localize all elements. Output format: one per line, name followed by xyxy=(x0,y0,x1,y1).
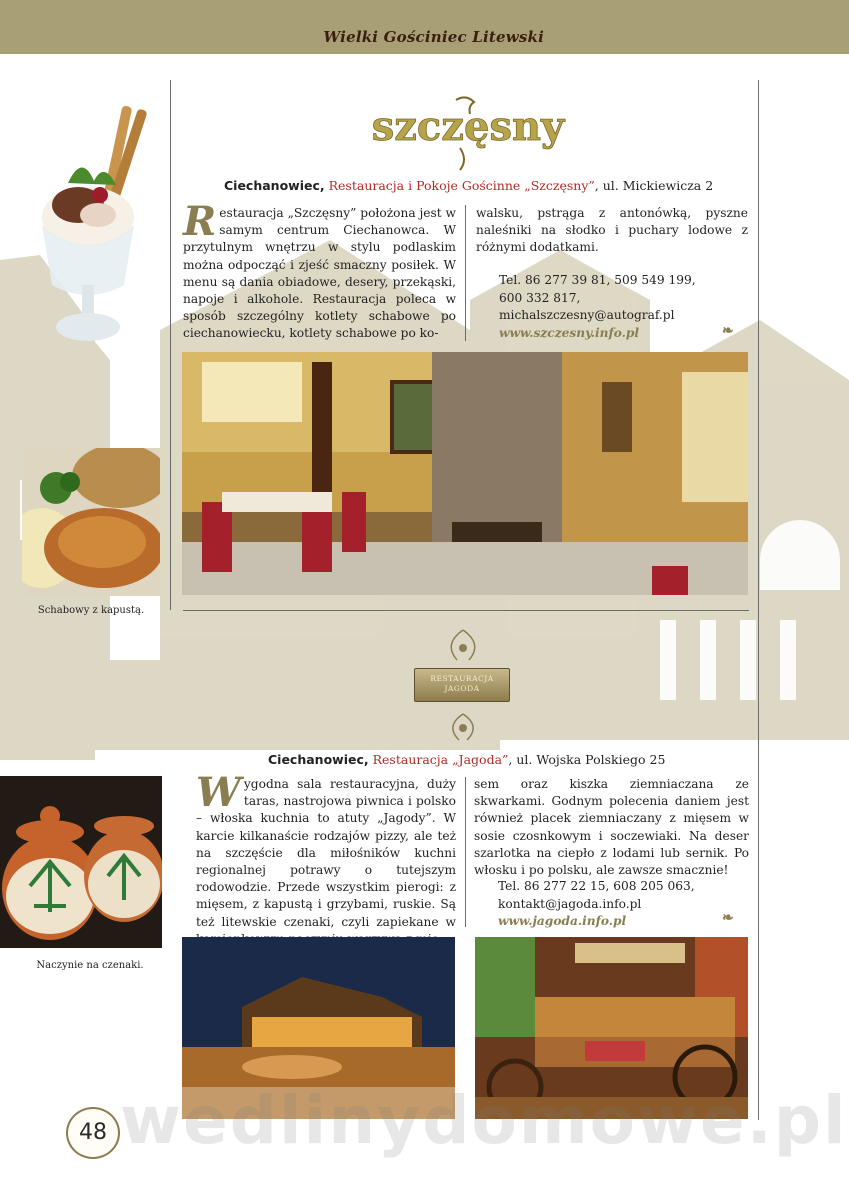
section1-col1-text: estauracja „Szczęsny” położona jest w samym centrum Ciechanowca. W przytulnym wnętrzu w stylu podlaskim można odpocząć i zjeść smaczny posiłek. W menu są dania obiadowe, desery, przekąski, napoje i alkohole. Restauracja poleca w sposób szczególny kotlety schabowe po ciechanowiecku, kotlety schabowe po ko- xyxy=(183,206,456,341)
caption-naczynie: Naczynie na czenaki. xyxy=(36,960,144,971)
svg-text:szczęsny: szczęsny xyxy=(371,103,565,150)
section2-www[interactable]: www.jagoda.info.pl xyxy=(498,914,627,928)
page-number: 48 xyxy=(66,1107,120,1159)
naczynie-image xyxy=(0,776,162,948)
section1-col2 xyxy=(476,205,748,257)
section2-street: , ul. Wojska Polskiego 25 xyxy=(508,752,666,767)
section2-col1-text: ygodna sala restauracyjna, duży taras, nastrojowa piwnica i polsko – włoska kuchnia to atuty „Jagody”. W karcie kilkanaście rodzajów pizzy, ale też na szczęście dla miłośników kuchni regionalnej potrawy o tutejszym rodowodzie. Przede wszystkim pierogi: z mięsem, z kapustą i grzybami, ruskie. Są też litewskie czenaki, czyli zapiekane w xyxy=(196,777,456,929)
section1-phone2: 600 332 817, xyxy=(499,290,581,305)
section2-city: Ciechanowiec, xyxy=(268,752,369,767)
section2-ornament: ❧ xyxy=(722,910,734,926)
section1-www[interactable]: www.szczesny.info.pl xyxy=(499,325,640,340)
section1-venue: Restauracja i Pokoje Gościnne „Szczęsny” xyxy=(328,178,595,193)
section2-venue: Restauracja „Jagoda” xyxy=(372,752,509,767)
section1-email[interactable]: michalszczesny@autograf.pl xyxy=(499,308,675,322)
section2-contact xyxy=(498,878,748,931)
section1-dropcap: R xyxy=(183,198,217,245)
section2-phone: Tel. 86 277 22 15, 608 205 063, xyxy=(498,879,695,893)
watermark: wedlinydomowe.pl xyxy=(120,1082,848,1159)
section1-address xyxy=(224,178,713,193)
section1-col1 xyxy=(183,198,456,343)
section2-email[interactable]: kontakt@jagoda.info.pl xyxy=(498,896,642,911)
badge-line2: JAGODA xyxy=(444,684,480,693)
badge-line1: RESTAURACJA xyxy=(430,674,494,683)
section1-phone: Tel. 86 277 39 81, 509 549 199, xyxy=(499,273,696,287)
section2-dropcap: W xyxy=(196,769,241,816)
column-divider-1 xyxy=(465,205,466,341)
section1-contact xyxy=(499,272,749,342)
schabowy-image xyxy=(22,448,160,596)
szczesny-interior-photo xyxy=(182,352,748,595)
caption-schabowy: Schabowy z kapustą. xyxy=(37,605,145,616)
section2-address xyxy=(268,752,665,767)
section1-col2-text: walsku, pstrąga z antonówką, pyszne naleśniki na słodko i puchary lodowe z różnymi dodatkami. xyxy=(476,206,748,255)
frame-line-right xyxy=(758,80,759,1120)
section1-ornament: ❧ xyxy=(722,323,734,339)
section-divider xyxy=(183,610,749,611)
section1-street: , ul. Mickiewicza 2 xyxy=(594,178,714,193)
section2-col2 xyxy=(474,776,749,879)
frame-line-left xyxy=(170,80,171,610)
ice-cream-image xyxy=(28,105,148,345)
jagoda-badge-plate xyxy=(414,668,510,702)
section2-col1 xyxy=(196,769,456,948)
section2-col2-text: sem oraz kiszka ziemniaczana ze skwarkami. Godnym polecenia daniem jest również placek ziemniaczany z mięsem w sosie czosnkowym i soczewiaki. Na deser szarlotka na ciepło z lodami lub sernik. Po włosku i po polsku, ale zawsze smacznie! xyxy=(474,777,749,878)
column-divider-2 xyxy=(465,777,466,927)
jagoda-badge xyxy=(408,628,518,748)
section1-city: Ciechanowiec, xyxy=(224,178,325,193)
szczesny-logo xyxy=(360,92,576,172)
header-title: Wielki Gościniec Litewski xyxy=(323,28,544,46)
